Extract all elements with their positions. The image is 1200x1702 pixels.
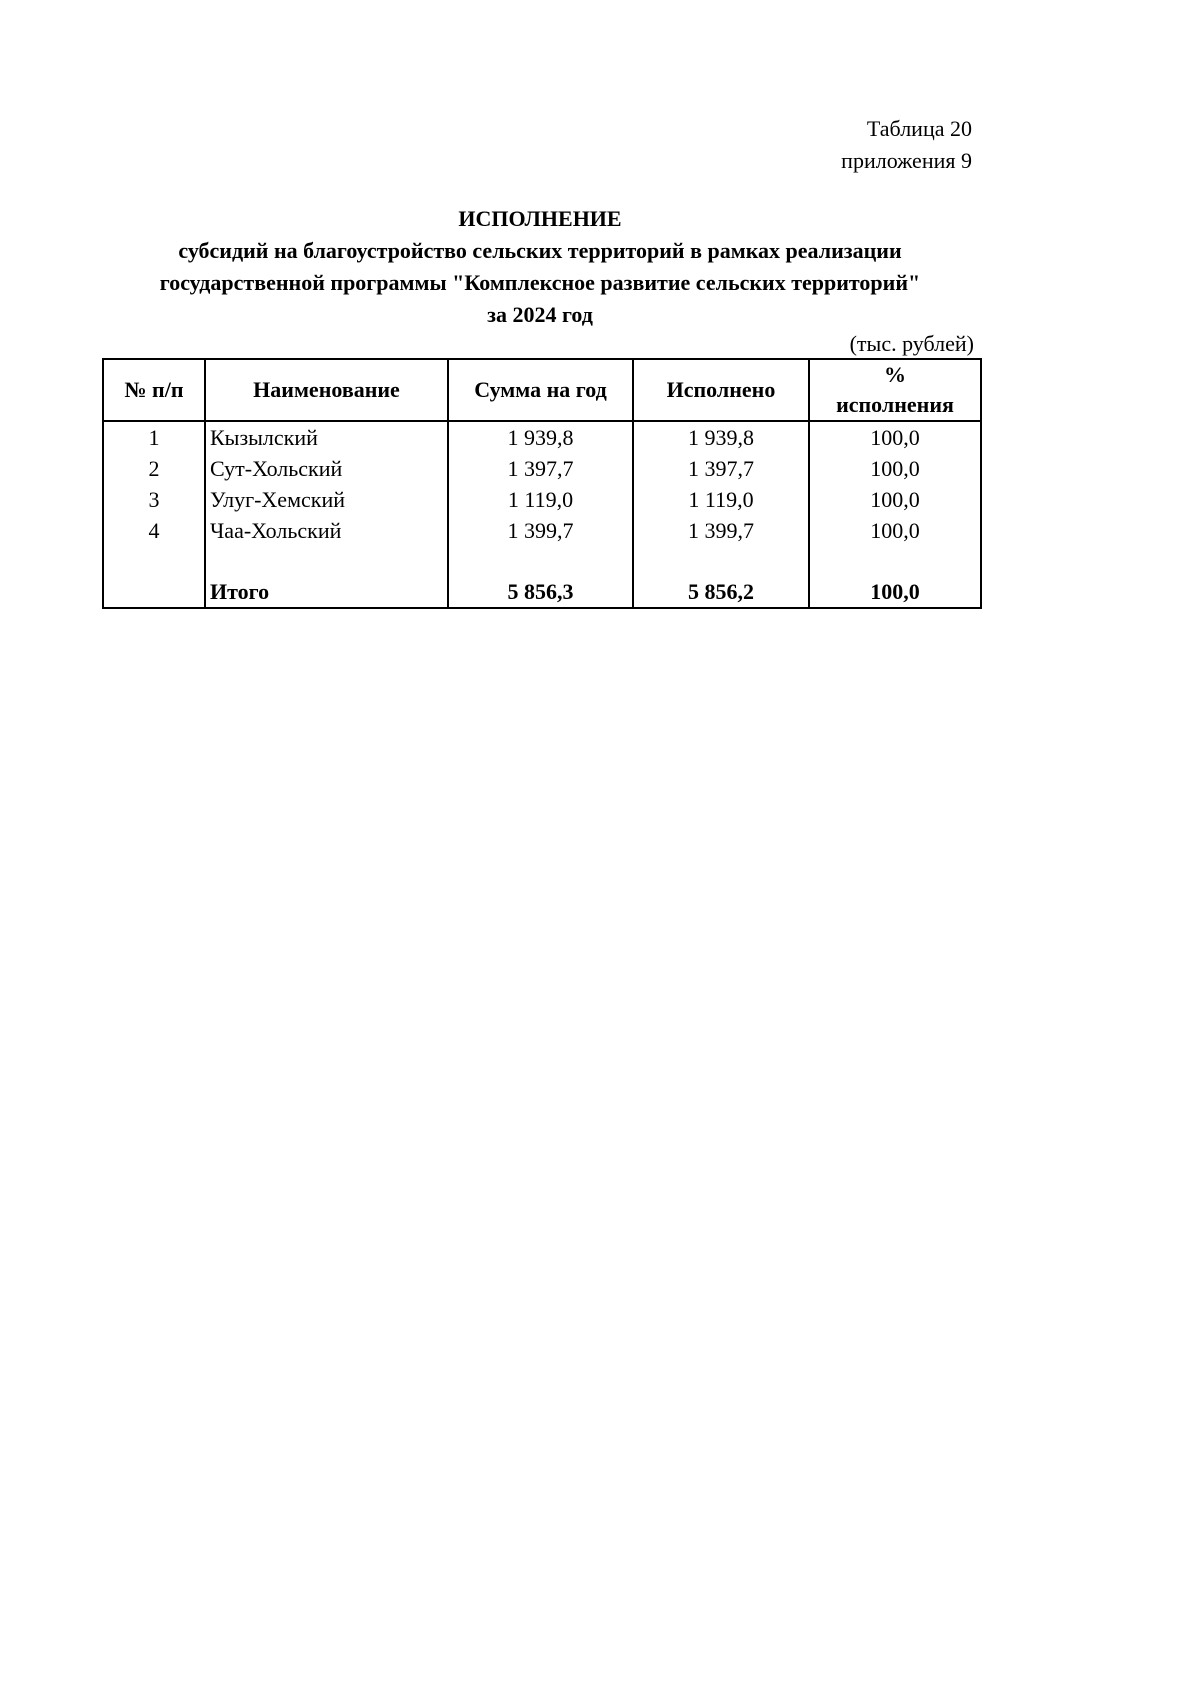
- header-percent-label: исполнения: [836, 392, 954, 417]
- row-number: 4: [103, 515, 205, 546]
- total-sum: 5 856,3: [448, 576, 633, 608]
- row-number: 3: [103, 484, 205, 515]
- title-line-1: ИСПОЛНЕНИЕ: [458, 206, 622, 231]
- row-percent: 100,0: [809, 515, 981, 546]
- table-spacer-row: [103, 546, 981, 576]
- row-name: Сут-Хольский: [205, 453, 448, 484]
- table-row: [103, 453, 981, 484]
- spacer-cell: [103, 546, 205, 576]
- row-done: 1 939,8: [633, 421, 809, 453]
- row-done: 1 399,7: [633, 515, 809, 546]
- row-sum: 1 119,0: [448, 484, 633, 515]
- total-number: [103, 576, 205, 608]
- row-name: Кызылский: [205, 421, 448, 453]
- header-percent: [809, 359, 981, 421]
- row-sum: 1 399,7: [448, 515, 633, 546]
- table-reference: [841, 113, 972, 177]
- title-line-3: государственной программы "Комплексное развитие сельских территорий": [159, 270, 921, 295]
- row-sum: 1 939,8: [448, 421, 633, 453]
- spacer-cell: [809, 546, 981, 576]
- table-number: Таблица 20: [866, 116, 972, 141]
- document-title: [100, 203, 980, 331]
- units-label: (тыс. рублей): [849, 331, 974, 356]
- header-percent-sign: %: [884, 362, 906, 387]
- header-done: Исполнено: [633, 359, 809, 421]
- row-sum: 1 397,7: [448, 453, 633, 484]
- table-row: [103, 484, 981, 515]
- total-name: Итого: [205, 576, 448, 608]
- header-number: № п/п: [103, 359, 205, 421]
- row-number: 1: [103, 421, 205, 453]
- row-percent: 100,0: [809, 484, 981, 515]
- row-name: Чаа-Хольский: [205, 515, 448, 546]
- row-number: 2: [103, 453, 205, 484]
- table-total-row: [103, 576, 981, 608]
- row-done: 1 119,0: [633, 484, 809, 515]
- total-done: 5 856,2: [633, 576, 809, 608]
- table-row: [103, 421, 981, 453]
- total-percent: 100,0: [809, 576, 981, 608]
- header-sum: Сумма на год: [448, 359, 633, 421]
- row-name: Улуг-Хемский: [205, 484, 448, 515]
- execution-table: [102, 358, 982, 609]
- spacer-cell: [633, 546, 809, 576]
- table-header-row: [103, 359, 981, 421]
- spacer-cell: [205, 546, 448, 576]
- row-done: 1 397,7: [633, 453, 809, 484]
- appendix-number: приложения 9: [841, 148, 972, 173]
- table-row: [103, 515, 981, 546]
- row-percent: 100,0: [809, 453, 981, 484]
- spacer-cell: [448, 546, 633, 576]
- title-line-4: за 2024 год: [487, 302, 593, 327]
- title-line-2: субсидий на благоустройство сельских территорий в рамках реализации: [178, 238, 902, 263]
- row-percent: 100,0: [809, 421, 981, 453]
- header-name: Наименование: [205, 359, 448, 421]
